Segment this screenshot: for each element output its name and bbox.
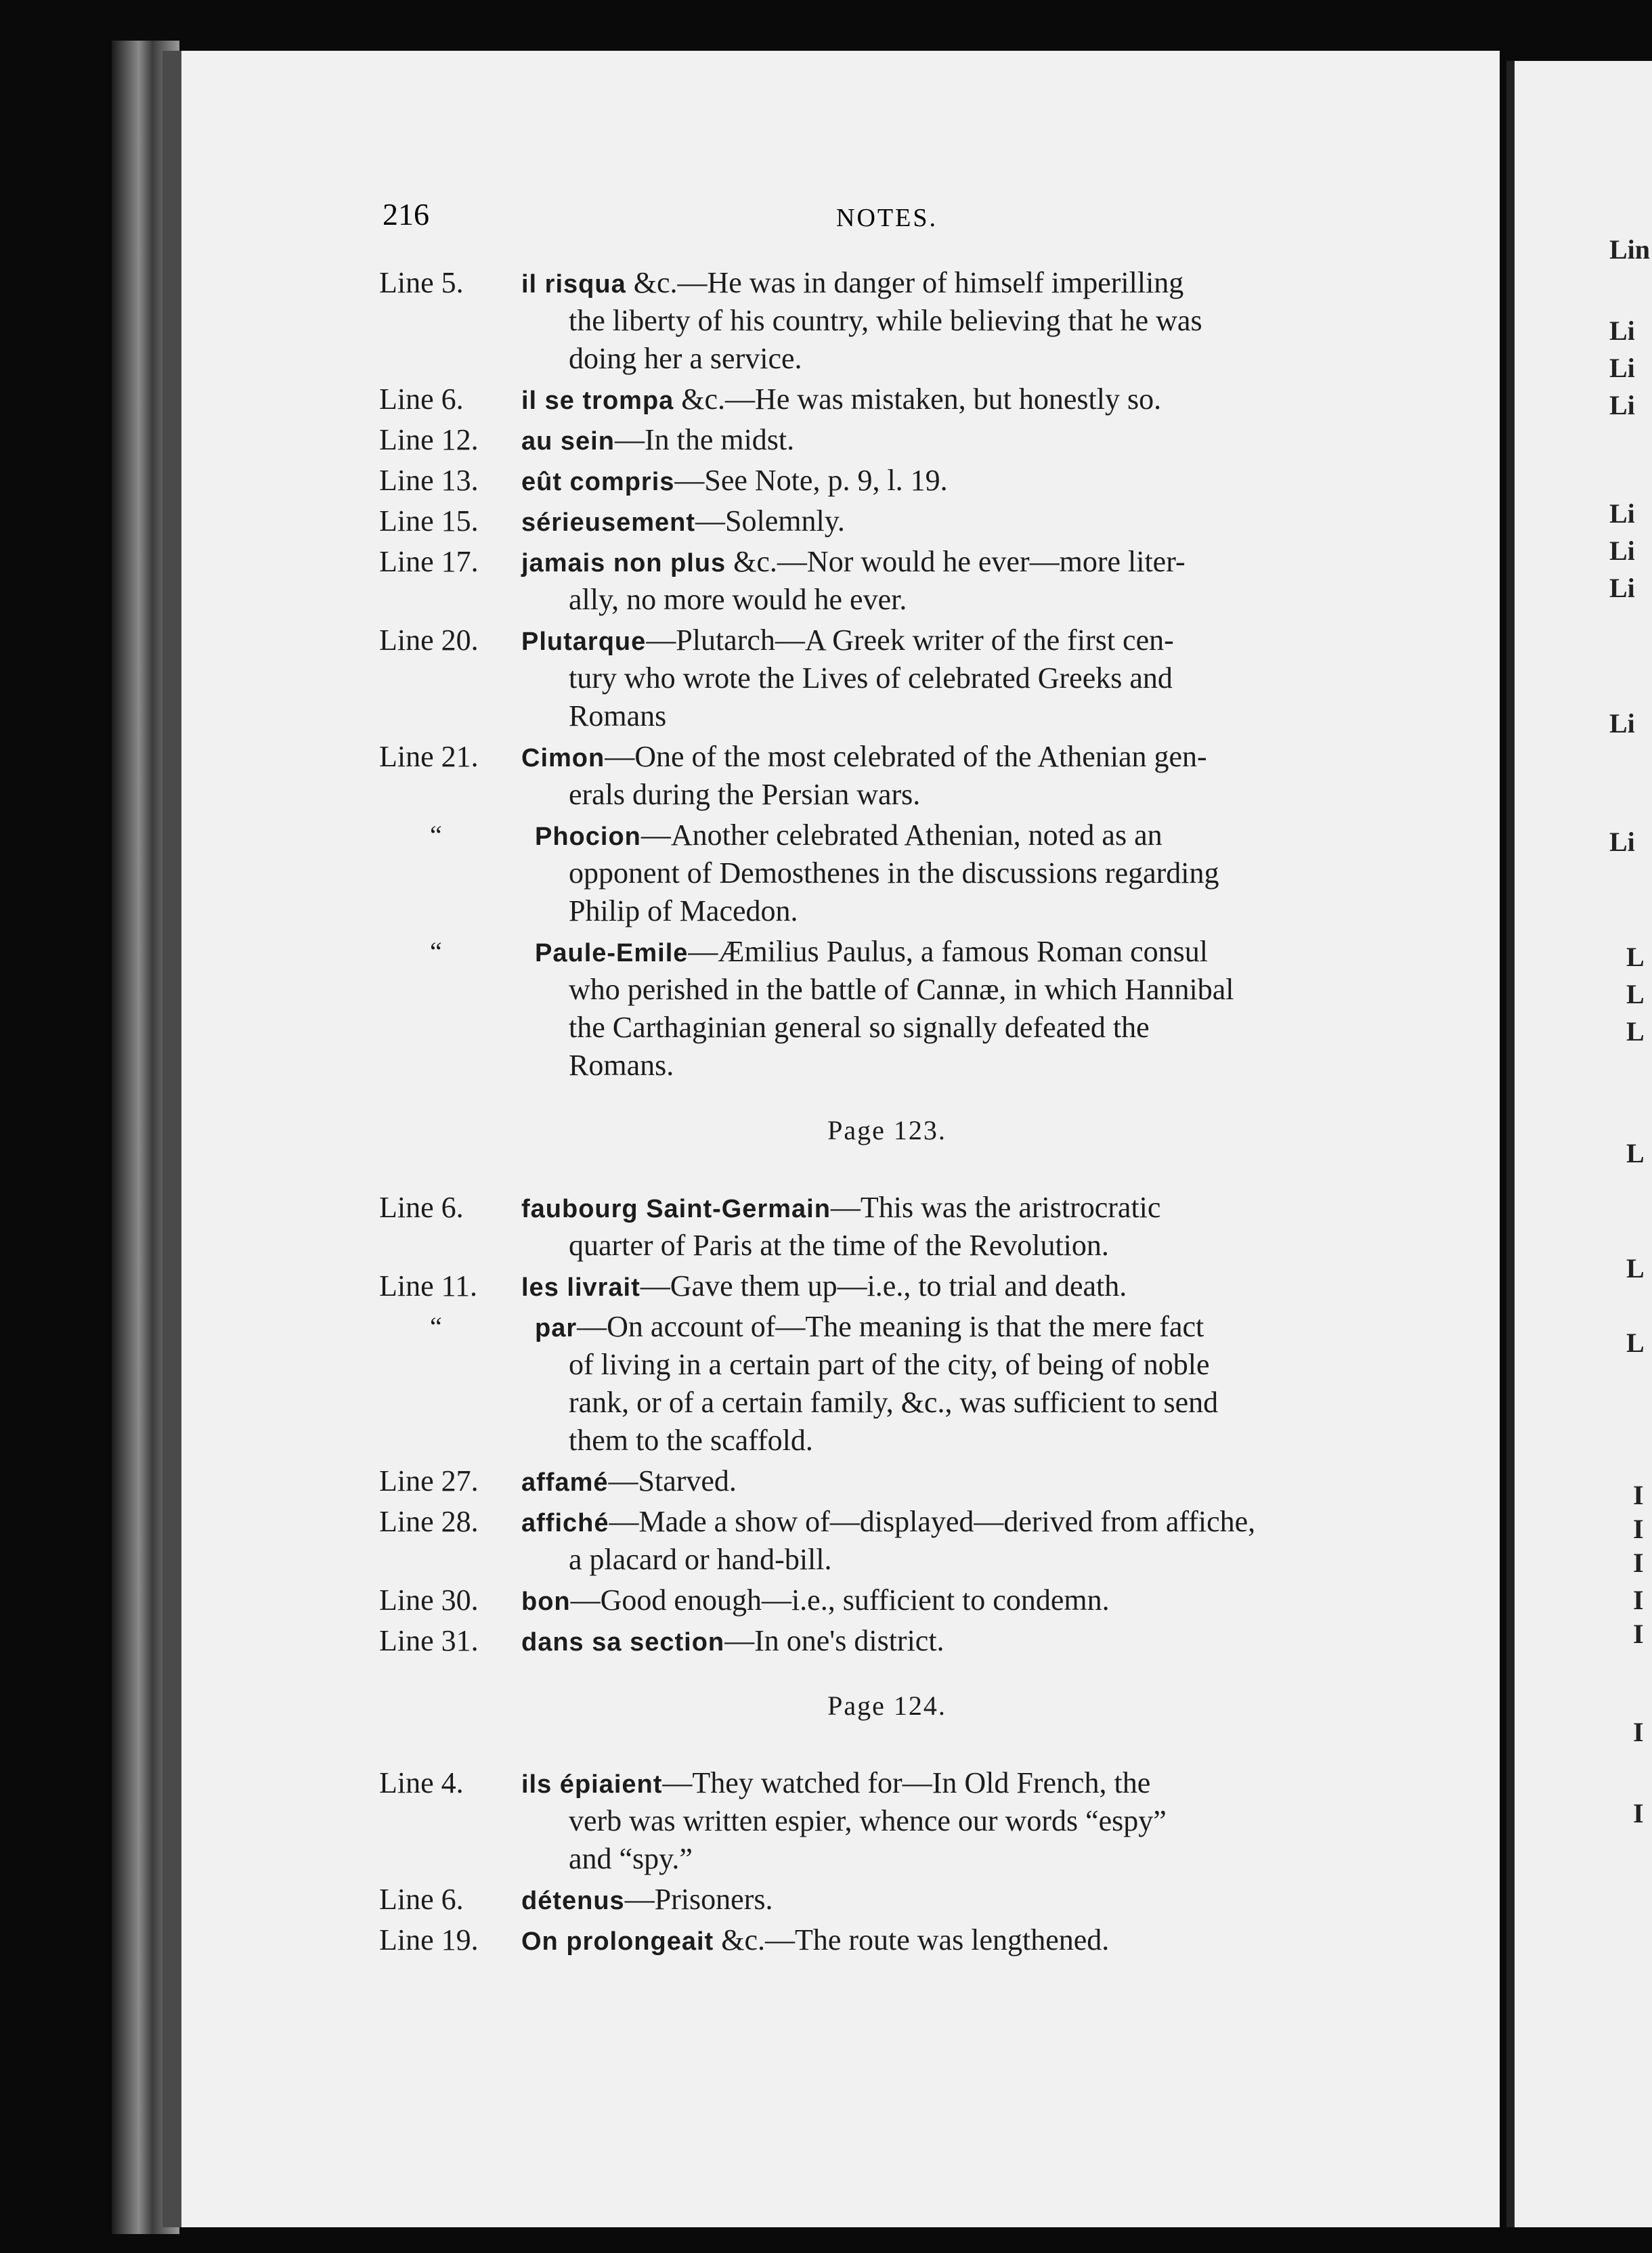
note-line-label: Line 5. — [379, 266, 464, 299]
note-text: —Made a show of—displayed—derived from affiche, — [609, 1505, 1256, 1538]
note-line-label: Line 6. — [379, 1191, 464, 1224]
note-keyword: il se trompa — [521, 387, 674, 415]
note-keyword: au sein — [521, 427, 615, 456]
note-continuation: who perished in the battle of Cannæ, in which Hannibal — [569, 973, 1234, 1006]
note-first-line — [521, 502, 1391, 542]
note-entry — [379, 1503, 1401, 1579]
note-first-line — [521, 1622, 1391, 1661]
note-continuation: quarter of Paris at the time of the Revolution. — [569, 1229, 1109, 1262]
note-keyword: les livrait — [521, 1273, 640, 1302]
note-entry — [379, 502, 1401, 540]
note-keyword: jamais non plus — [521, 549, 726, 577]
note-line-label: Line 30. — [379, 1583, 479, 1617]
note-text: —Prisoners. — [624, 1883, 773, 1916]
note-text: &c.—He was mistaken, but honestly so. — [674, 382, 1162, 416]
note-keyword: affamé — [521, 1468, 609, 1497]
note-keyword: Cimon — [521, 744, 605, 772]
facing-page-fragment: Lin — [1609, 234, 1651, 265]
facing-page-fragment: I — [1633, 1480, 1644, 1510]
note-first-line — [521, 264, 1391, 303]
note-line-label: Line 20. — [379, 624, 479, 657]
note-line-label: Line 28. — [379, 1505, 479, 1538]
note-line-label: Line 13. — [379, 464, 479, 497]
note-first-line — [521, 1503, 1391, 1542]
facing-page-fragment: I — [1633, 1717, 1644, 1747]
note-first-line — [535, 1308, 1405, 1347]
note-line-label: Line 11. — [379, 1269, 477, 1303]
facing-page-fragment: L — [1626, 942, 1645, 972]
note-entry — [379, 462, 1401, 500]
note-first-line — [521, 1764, 1391, 1803]
ditto-mark: “ — [430, 820, 442, 850]
note-line-label: Line 21. — [379, 740, 479, 773]
note-line-label: Line 6. — [379, 382, 464, 416]
note-text: —Plutarch—A Greek writer of the first cen- — [646, 624, 1174, 657]
facing-page-fragment: Li — [1609, 573, 1635, 603]
note-entry — [379, 1921, 1401, 1959]
note-entry — [379, 1581, 1401, 1619]
note-text: —In one's district. — [724, 1624, 944, 1657]
note-continuation: Philip of Macedon. — [569, 894, 798, 927]
note-text: —One of the most celebrated of the Athenian gen- — [605, 740, 1207, 773]
note-text: —They watched for—In Old French, the — [662, 1766, 1151, 1799]
note-continuation: a placard or hand-bill. — [569, 1543, 832, 1576]
note-line-label: Line 31. — [379, 1624, 479, 1657]
note-line-label: Line 19. — [379, 1923, 479, 1956]
note-keyword: détenus — [521, 1887, 625, 1915]
facing-page-fragment: I — [1633, 1548, 1644, 1578]
note-first-line — [521, 1267, 1391, 1307]
note-line-label: Line 15. — [379, 504, 479, 538]
facing-page-fragment: L — [1626, 979, 1645, 1009]
facing-page-fragment: Li — [1609, 827, 1635, 857]
note-continuation: the Carthaginian general so signally defeated the — [569, 1011, 1150, 1044]
note-continuation: Romans — [569, 699, 667, 732]
note-text: &c.—Nor would he ever—more liter- — [726, 545, 1186, 578]
running-title: NOTES. — [836, 204, 938, 232]
note-keyword: faubourg Saint-Germain — [521, 1195, 831, 1223]
note-line-label: Line 27. — [379, 1464, 479, 1497]
note-text: —Good enough—i.e., sufficient to condemn. — [570, 1583, 1110, 1617]
facing-page-fragment: I — [1633, 1514, 1644, 1544]
note-first-line — [535, 933, 1405, 972]
note-continuation: rank, or of a certain family, &c., was sufficient to send — [569, 1386, 1219, 1419]
facing-page-fragment: Li — [1609, 390, 1635, 420]
note-entry — [379, 543, 1401, 619]
note-line-label: Line 17. — [379, 545, 479, 578]
note-entry — [379, 933, 1401, 1085]
note-text: —Æmilius Paulus, a famous Roman consul — [688, 935, 1208, 968]
note-keyword: ils épiaient — [521, 1770, 663, 1799]
facing-page-fragment: I — [1633, 1585, 1644, 1615]
note-first-line — [521, 380, 1391, 420]
note-continuation: ally, no more would he ever. — [569, 583, 907, 616]
note-text: —On account of—The meaning is that the mere fact — [577, 1310, 1204, 1343]
note-keyword: affiché — [521, 1509, 609, 1537]
note-keyword: il risqua — [521, 270, 626, 299]
section-heading: Page 124. — [827, 1690, 947, 1721]
note-entry — [379, 621, 1401, 735]
facing-page-fragment: Li — [1609, 535, 1635, 566]
note-first-line — [521, 1581, 1391, 1621]
section-heading: Page 123. — [827, 1115, 947, 1145]
note-text: —This was the aristrocratic — [830, 1191, 1161, 1224]
note-entry — [379, 1267, 1401, 1305]
note-text: —Another celebrated Athenian, noted as an — [640, 818, 1162, 852]
note-line-label: Line 4. — [379, 1766, 464, 1799]
note-first-line — [521, 1189, 1391, 1228]
note-text: —See Note, p. 9, l. 19. — [674, 464, 948, 497]
note-first-line — [521, 462, 1391, 501]
note-entry — [379, 738, 1401, 814]
note-text: &c.—He was in danger of himself imperilling — [626, 266, 1184, 299]
note-first-line — [521, 738, 1391, 777]
note-continuation: doing her a service. — [569, 342, 802, 375]
note-continuation: them to the scaffold. — [569, 1424, 813, 1457]
note-text: &c.—The route was lengthened. — [714, 1923, 1110, 1956]
facing-page-fragment: Li — [1609, 353, 1635, 383]
facing-page-fragment: L — [1626, 1253, 1645, 1284]
facing-page — [1506, 61, 1652, 2227]
note-entry — [379, 380, 1401, 418]
note-first-line — [521, 621, 1391, 661]
facing-page-fragment: Li — [1609, 315, 1635, 346]
note-continuation: the liberty of his country, while believing that he was — [569, 304, 1202, 337]
note-continuation: opponent of Demosthenes in the discussions regarding — [569, 856, 1219, 890]
note-line-label: Line 6. — [379, 1883, 464, 1916]
page-header — [383, 196, 1391, 237]
ditto-mark: “ — [430, 1311, 442, 1342]
note-continuation: erals during the Persian wars. — [569, 778, 921, 811]
note-text: —Solemnly. — [695, 504, 845, 538]
facing-page-fragment: Li — [1609, 708, 1635, 739]
note-entry — [379, 816, 1401, 930]
note-keyword: par — [535, 1314, 578, 1342]
note-first-line — [521, 1462, 1391, 1502]
facing-page-fragment: L — [1626, 1328, 1645, 1358]
note-first-line — [521, 1881, 1391, 1920]
note-keyword: Phocion — [535, 823, 641, 851]
note-keyword: eût compris — [521, 468, 675, 496]
facing-page-fragment: I — [1633, 1798, 1644, 1829]
note-entry — [379, 1189, 1401, 1265]
note-entry — [379, 1462, 1401, 1500]
note-text: —Gave them up—i.e., to trial and death. — [640, 1269, 1127, 1303]
note-keyword: dans sa section — [521, 1628, 725, 1657]
note-continuation: tury who wrote the Lives of celebrated Greeks and — [569, 661, 1173, 695]
note-first-line — [521, 543, 1391, 582]
page-number: 216 — [383, 197, 429, 232]
note-text: —In the midst. — [614, 423, 795, 456]
facing-page-fragment: I — [1633, 1619, 1644, 1649]
note-keyword: bon — [521, 1588, 571, 1616]
note-entry — [379, 1881, 1401, 1919]
note-line-label: Line 12. — [379, 423, 479, 456]
note-first-line — [521, 1921, 1391, 1961]
note-keyword: sérieusement — [521, 508, 696, 537]
facing-page-fragment: L — [1626, 1016, 1645, 1047]
note-first-line — [521, 421, 1391, 460]
note-continuation: verb was written espier, whence our words “espy” — [569, 1804, 1167, 1837]
note-keyword: Plutarque — [521, 628, 647, 656]
note-text: —Starved. — [608, 1464, 737, 1497]
note-first-line — [535, 816, 1405, 856]
note-continuation: of living in a certain part of the city, of being of noble — [569, 1348, 1210, 1381]
note-entry — [379, 1622, 1401, 1660]
note-entry — [379, 421, 1401, 459]
note-entry — [379, 1308, 1401, 1460]
ditto-mark: “ — [430, 936, 442, 967]
facing-page-fragment: Li — [1609, 498, 1635, 529]
note-keyword: Paule-Emile — [535, 939, 689, 967]
facing-page-fragment: L — [1626, 1138, 1645, 1168]
note-entry — [379, 1764, 1401, 1878]
note-continuation: and “spy.” — [569, 1842, 693, 1875]
note-keyword: On prolongeait — [521, 1927, 714, 1956]
note-continuation: Romans. — [569, 1049, 674, 1082]
note-entry — [379, 264, 1401, 378]
